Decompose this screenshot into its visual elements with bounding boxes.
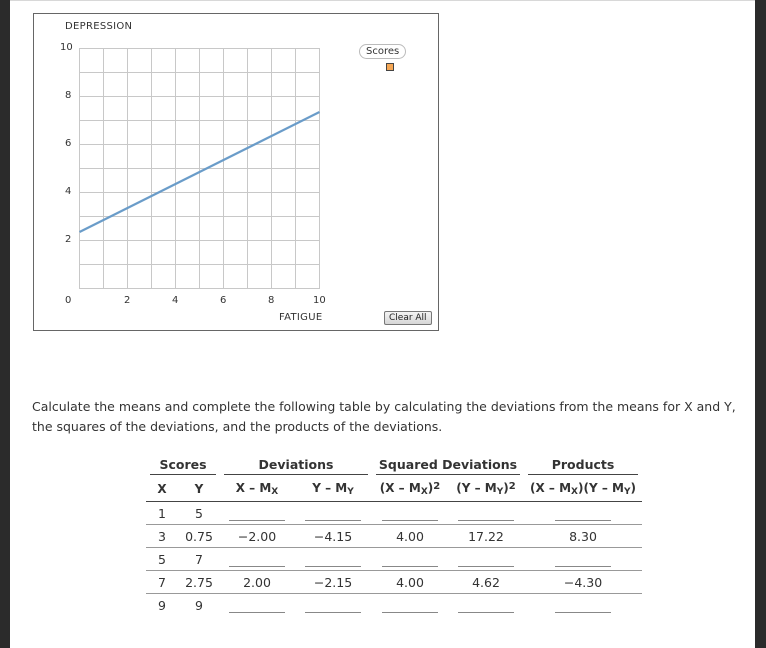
table-row bbox=[146, 548, 642, 571]
cell-y: 2.75 bbox=[178, 571, 220, 594]
cell-product: −4.30 bbox=[524, 571, 642, 594]
cell-x: 1 bbox=[146, 502, 178, 525]
x-tick: 4 bbox=[172, 295, 179, 306]
cell-y: 0.75 bbox=[178, 525, 220, 548]
x-axis-title: FATIGUE bbox=[279, 312, 323, 323]
y-tick: 2 bbox=[65, 234, 72, 245]
group-header-products: Products bbox=[528, 457, 638, 475]
window-edge bbox=[756, 0, 766, 647]
plot-area[interactable] bbox=[79, 48, 321, 294]
y-dev-input[interactable] bbox=[305, 506, 361, 521]
legend-scores-label[interactable]: Scores bbox=[359, 44, 406, 59]
table-row bbox=[146, 571, 642, 594]
origin-tick: 0 bbox=[65, 295, 72, 306]
y-tick: 4 bbox=[65, 186, 72, 197]
cell-x-sq: 4.00 bbox=[372, 571, 448, 594]
cell-y-dev: −2.15 bbox=[294, 571, 372, 594]
y-tick: 10 bbox=[60, 42, 73, 53]
cell-y: 7 bbox=[178, 548, 220, 571]
cell-x: 9 bbox=[158, 597, 166, 613]
product-input[interactable] bbox=[555, 598, 611, 613]
cell-y-sq: 17.22 bbox=[448, 525, 524, 548]
x-dev-input[interactable] bbox=[229, 552, 285, 567]
cell-y: 9 bbox=[195, 597, 203, 613]
product-input[interactable] bbox=[555, 506, 611, 521]
x-sq-input[interactable] bbox=[382, 598, 438, 613]
cell-y: 5 bbox=[178, 502, 220, 525]
col-product: $(X - M_X)(Y - M_Y)$ bbox=[524, 477, 642, 502]
product-input[interactable] bbox=[555, 552, 611, 567]
cell-x: 7 bbox=[146, 571, 178, 594]
x-tick: 8 bbox=[268, 295, 275, 306]
y-sq-input[interactable] bbox=[458, 598, 514, 613]
group-header-deviations: Deviations bbox=[224, 457, 368, 475]
y-sq-input[interactable] bbox=[458, 506, 514, 521]
instructions-text: Calculate the means and complete the following table by calculating the deviations from the means for X and Y, the squares of the deviations, and the products of the deviations. bbox=[32, 399, 736, 434]
col-x-dev: X – $M_X$ bbox=[220, 477, 294, 502]
scores-point-icon[interactable] bbox=[386, 63, 394, 71]
cell-x-dev: 2.00 bbox=[220, 571, 294, 594]
col-x-sq: $(X - M_X)^2$ bbox=[372, 477, 448, 502]
y-sq-input[interactable] bbox=[458, 552, 514, 567]
table-row bbox=[146, 594, 642, 617]
page bbox=[10, 0, 755, 648]
col-y: Y bbox=[178, 477, 220, 502]
y-tick: 6 bbox=[65, 138, 72, 149]
x-sq-input[interactable] bbox=[382, 506, 438, 521]
col-x: X bbox=[146, 477, 178, 502]
x-tick: 10 bbox=[313, 295, 326, 306]
x-dev-input[interactable] bbox=[229, 506, 285, 521]
cell-x: 5 bbox=[146, 548, 178, 571]
y-dev-input[interactable] bbox=[305, 598, 361, 613]
cell-x-sq: 4.00 bbox=[372, 525, 448, 548]
cell-y-dev: −4.15 bbox=[294, 525, 372, 548]
clear-all-button[interactable]: Clear All bbox=[384, 311, 432, 325]
cell-x: 3 bbox=[146, 525, 178, 548]
y-dev-input[interactable] bbox=[305, 552, 361, 567]
cell-x-dev: −2.00 bbox=[220, 525, 294, 548]
deviations-table bbox=[146, 455, 642, 616]
x-tick: 2 bbox=[124, 295, 131, 306]
graph-panel[interactable] bbox=[33, 13, 439, 331]
group-header-scores: Scores bbox=[150, 457, 216, 475]
table-row bbox=[146, 502, 642, 525]
table-row bbox=[146, 525, 642, 548]
group-header-squared: Squared Deviations bbox=[376, 457, 520, 475]
col-y-dev: Y – $M_Y$ bbox=[294, 477, 372, 502]
cell-y-sq: 4.62 bbox=[448, 571, 524, 594]
y-tick: 8 bbox=[65, 90, 72, 101]
cell-product: 8.30 bbox=[524, 525, 642, 548]
x-tick: 6 bbox=[220, 295, 227, 306]
col-y-sq: $(Y - M_Y)^2$ bbox=[448, 477, 524, 502]
x-dev-input[interactable] bbox=[229, 598, 285, 613]
y-axis-title: DEPRESSION bbox=[65, 21, 133, 32]
x-sq-input[interactable] bbox=[382, 552, 438, 567]
